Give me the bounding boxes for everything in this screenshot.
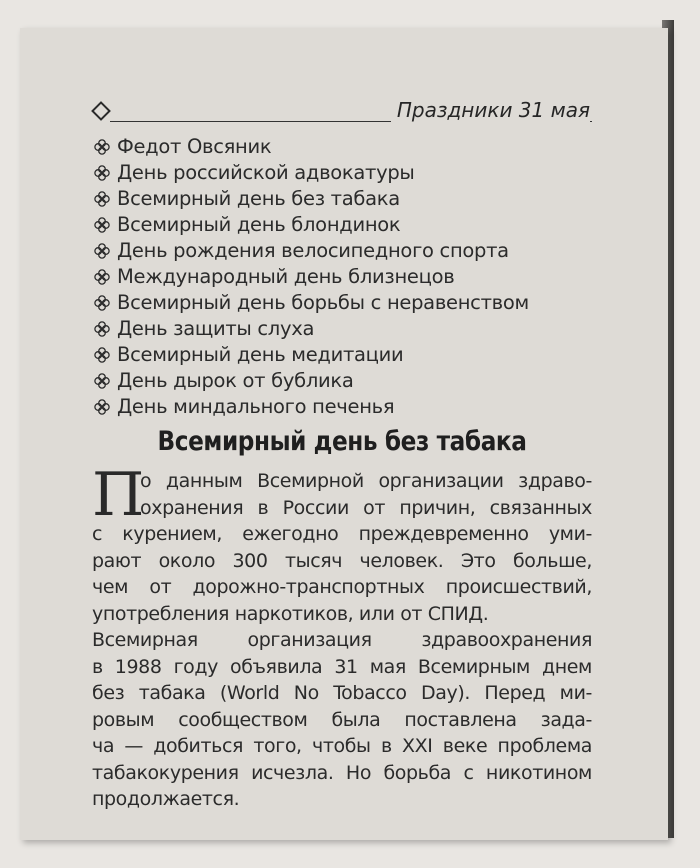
list-item: [94, 186, 529, 212]
list-item: [94, 290, 529, 316]
holiday-name: День рождения велосипедного спорта: [117, 239, 509, 262]
list-item: [94, 264, 529, 290]
body-line: продолжается.: [92, 788, 240, 810]
list-item: [94, 238, 529, 264]
body-line: Всемирная организация здравоохранения: [92, 629, 592, 651]
clover-bullet-icon: [94, 139, 110, 155]
holiday-name: День миндального печенья: [117, 395, 395, 418]
list-item: [94, 160, 529, 186]
holiday-name: День дырок от бублика: [117, 369, 354, 392]
body-line: в 1988 году объявила 31 мая Всемирным днем: [92, 655, 592, 678]
body-line: чем от дорожно-транспортных происшествий,: [92, 576, 592, 598]
body-line: охранения в России от причин, связанных: [140, 496, 592, 519]
holiday-name: Международный день близнецов: [117, 265, 455, 288]
body-line: без табака (World No Tobacco Day). Перед ми-: [92, 682, 592, 704]
clover-bullet-icon: [94, 399, 110, 415]
clover-bullet-icon: [94, 243, 110, 259]
diamond-icon: [91, 101, 111, 121]
clover-bullet-icon: [94, 295, 110, 311]
holiday-list: [94, 134, 529, 420]
clover-bullet-icon: [94, 321, 110, 337]
body-line: ровым сообществом была поставлена зада-: [92, 708, 592, 731]
holiday-name: Всемирный день блондинок: [117, 213, 401, 236]
article-body: [92, 460, 592, 813]
list-item: [94, 134, 529, 160]
clover-bullet-icon: [94, 217, 110, 233]
list-item: [94, 394, 529, 420]
list-item: [94, 342, 529, 368]
body-line: рают около 300 тысяч человек. Это больше,: [92, 549, 592, 572]
list-item: [94, 212, 529, 238]
body-line: с курением, ежегодно преждевременно уми-: [92, 523, 592, 545]
holiday-name: День российской адвокатуры: [117, 161, 415, 184]
body-line: ча — добиться того, чтобы в XXI веке проблема: [92, 735, 592, 757]
holiday-name: Федот Овсяник: [117, 135, 272, 158]
section-title: Праздники 31 мая: [391, 98, 590, 122]
holiday-name: Всемирный день медитации: [117, 343, 404, 366]
clover-bullet-icon: [94, 269, 110, 285]
article-title: Всемирный день без табака: [157, 426, 527, 457]
holiday-name: Всемирный день борьбы с неравенством: [117, 291, 529, 314]
holiday-name: Всемирный день без табака: [117, 187, 400, 210]
clover-bullet-icon: [94, 373, 110, 389]
body-line: употребления наркотиков, или от СПИД.: [92, 602, 489, 625]
body-line: табакокурения исчезла. Но борьба с никотином: [92, 761, 592, 784]
list-item: [94, 368, 529, 394]
clover-bullet-icon: [94, 191, 110, 207]
clover-bullet-icon: [94, 347, 110, 363]
body-line: о данным Всемирной организации здраво-: [140, 470, 592, 492]
drop-cap: П: [92, 460, 144, 530]
list-item: [94, 316, 529, 342]
holiday-name: День защиты слуха: [117, 317, 315, 340]
section-header: [92, 96, 592, 126]
clover-bullet-icon: [94, 165, 110, 181]
